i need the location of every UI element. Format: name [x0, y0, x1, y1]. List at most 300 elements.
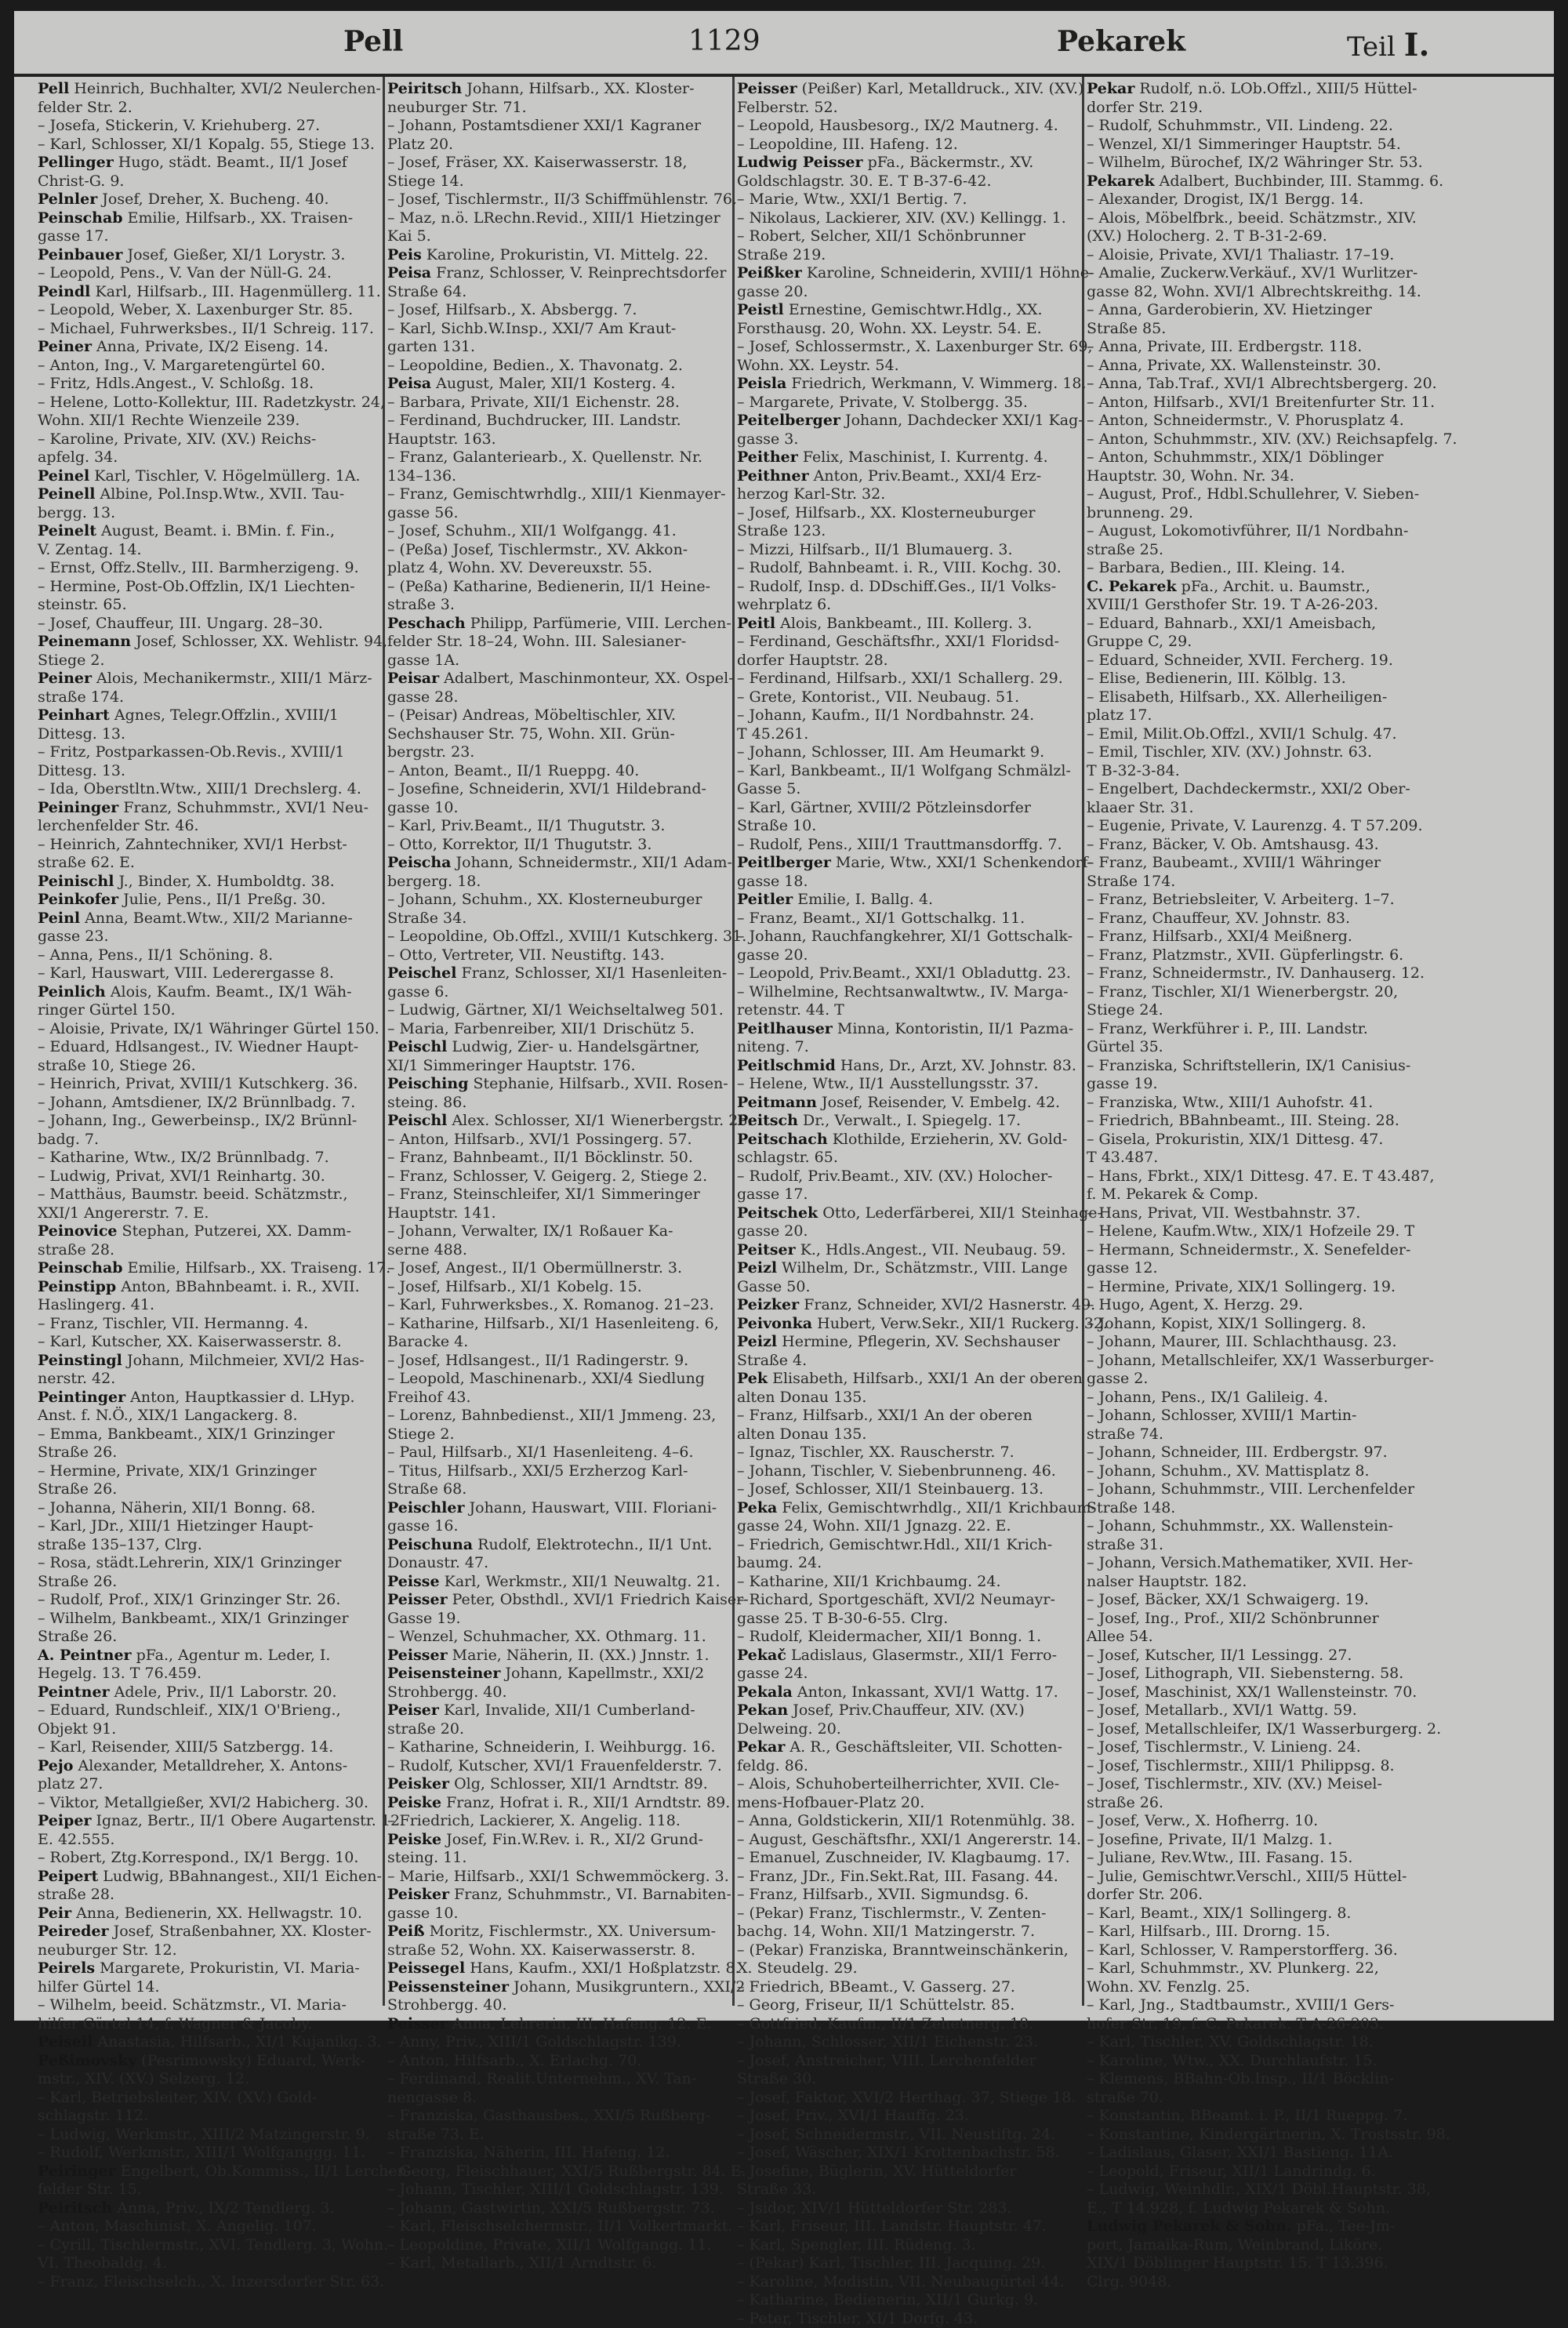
entry-surname: Peisser	[387, 1591, 448, 1608]
entry-text: – Anny, Priv., XIII/1 Goldschlagstr. 139.	[387, 2033, 681, 2050]
directory-entry	[1087, 2070, 1455, 2089]
entry-text: – Alois, Möbelfbrk., beeid. Schätzmstr., XIV.	[1087, 209, 1417, 227]
entry-text: bergstr. 23.	[387, 743, 474, 761]
directory-entry	[737, 1554, 1079, 1573]
directory-entry	[38, 1241, 379, 1260]
entry-text: Hans, Kaufm., XXI/1 Hoßplatzstr. 8.	[470, 1959, 739, 1977]
directory-entry	[38, 1296, 379, 1315]
directory-entry	[38, 615, 379, 634]
entry-text: – Josef, Hilfsarb., XI/1 Kobelg. 15.	[387, 1278, 642, 1295]
directory-entry	[737, 836, 1079, 855]
directory-entry	[737, 2310, 1079, 2328]
entry-text: Christ-G. 9.	[38, 173, 124, 190]
directory-entry	[737, 1352, 1079, 1371]
directory-entry	[1087, 1112, 1455, 1131]
entry-text: nalser Hauptstr. 182.	[1087, 1573, 1247, 1590]
entry-text: – Anna, Pens., II/1 Schöning. 8.	[38, 946, 273, 964]
entry-text: Karoline, Prokuristin, VI. Mittelg. 22.	[426, 246, 709, 263]
directory-entry	[737, 1370, 1079, 1389]
entry-text: Agnes, Telegr.Offzlin., XVIII/1	[114, 706, 339, 724]
entry-text: Straße 148.	[1087, 1499, 1175, 1516]
directory-entry	[387, 2089, 729, 2108]
entry-text: – Julie, Gemischtwr.Verschl., XIII/5 Hüttel-	[1087, 1868, 1406, 1885]
entry-text: – Hermine, Private, XIX/1 Grinzinger	[38, 1462, 317, 1480]
directory-entry	[737, 2070, 1079, 2089]
directory-entry	[737, 1794, 1079, 1813]
directory-entry	[1087, 1075, 1455, 1094]
entry-text: – Richard, Sportgeschäft, XVI/2 Neumayr-	[737, 1591, 1055, 1608]
directory-entry	[1087, 1628, 1455, 1647]
directory-entry	[387, 1683, 729, 1702]
entry-text: – Anna, Private, XX. Wallensteinstr. 30.	[1087, 357, 1381, 374]
directory-entry	[38, 338, 379, 357]
entry-text: Marie, Wtw., XXI/1 Schenkendorf-	[836, 854, 1092, 871]
directory-entry	[38, 1794, 379, 1813]
directory-entry	[1087, 467, 1455, 486]
entry-text: straße 28.	[38, 1886, 114, 1903]
entry-surname: Peßimovsky	[38, 2052, 136, 2069]
directory-entry	[737, 928, 1079, 946]
directory-entry	[387, 246, 729, 265]
directory-entry	[737, 467, 1079, 486]
directory-entry	[38, 1923, 379, 1941]
entry-text: – Wilhelm, beeid. Schätzmstr., VI. Maria-	[38, 1996, 347, 2014]
directory-entry	[387, 504, 729, 523]
entry-text: Ladislaus, Glasermstr., XII/1 Ferro-	[791, 1647, 1057, 1664]
entry-text: – Franz, Hilfsarb., XXI/4 Meißnerg.	[1087, 928, 1352, 945]
directory-entry	[387, 1499, 729, 1518]
entry-text: – Amalie, Zuckerw.Verkäuf., XV/1 Wurlitzer-	[1087, 264, 1417, 281]
directory-entry	[387, 117, 729, 136]
entry-text: – Johanna, Näherin, XII/1 Bonng. 68.	[38, 1499, 315, 1516]
entry-text: – Leopold, Weber, X. Laxenburger Str. 85.	[38, 301, 353, 318]
directory-entry	[38, 652, 379, 670]
entry-text: Stiege 14.	[387, 173, 464, 190]
entry-text: Dittesg. 13.	[38, 725, 125, 743]
directory-entry	[737, 1996, 1079, 2015]
entry-text: ringer Gürtel 150.	[38, 1001, 176, 1019]
entry-surname: Pekar	[1087, 80, 1134, 97]
directory-entry	[38, 780, 379, 799]
directory-entry	[38, 1959, 379, 1978]
directory-entry	[387, 2236, 729, 2255]
entry-text: VI. Theobaldg. 4.	[38, 2254, 167, 2272]
entry-surname: Peisa	[387, 264, 431, 281]
directory-entry	[1087, 283, 1455, 302]
entry-text: gasse 24.	[737, 1665, 808, 1682]
directory-entry	[737, 1702, 1079, 1720]
entry-text: Straße 219.	[737, 246, 826, 263]
directory-entry	[38, 2052, 379, 2071]
entry-surname: Peissegel	[387, 1959, 465, 1977]
entry-text: – Franz, Gemischtwrhdlg., XIII/1 Kienmayer-	[387, 485, 726, 503]
directory-entry	[38, 1757, 379, 1776]
directory-entry	[387, 1444, 729, 1462]
entry-text: serne 488.	[387, 1241, 467, 1258]
directory-entry	[737, 854, 1079, 873]
entry-text: – (Pekar) Franz, Tischlermstr., V. Zenten-	[737, 1905, 1046, 1922]
directory-entry	[387, 485, 729, 504]
directory-entry	[387, 1628, 729, 1647]
directory-entry	[1087, 430, 1455, 449]
entry-text: baumg. 24.	[737, 1554, 822, 1571]
entry-text: gasse 16.	[387, 1517, 459, 1534]
directory-entry	[387, 2217, 729, 2236]
entry-text: alten Donau 135.	[737, 1389, 866, 1406]
entry-text: – Karl, Kutscher, XX. Kaiserwasserstr. 8.	[38, 1333, 342, 1350]
directory-entry	[737, 1683, 1079, 1702]
directory-entry	[38, 357, 379, 376]
directory-column-1	[38, 80, 379, 2001]
entry-text: – Ferdinand, Realit.Unternehm., XV. Tan-	[387, 2070, 696, 2087]
entry-text: Karl, Invalide, XII/1 Cumberland-	[444, 1702, 695, 1719]
directory-entry	[38, 1978, 379, 1997]
directory-entry	[38, 1610, 379, 1629]
directory-entry	[387, 1868, 729, 1887]
entry-text: Emilie, Hilfsarb., XX. Traiseng. 17.	[128, 1259, 391, 1277]
column-divider	[732, 77, 735, 2006]
directory-entry	[387, 1775, 729, 1794]
directory-entry	[737, 946, 1079, 965]
entry-surname: Peireder	[38, 1923, 109, 1940]
entry-text: – Lorenz, Bahnbedienst., XII/1 Jmmeng. 23,	[387, 1407, 716, 1424]
entry-text: – Anton, Hilfsarb., X. Erlachg. 70.	[387, 2052, 641, 2069]
directory-entry	[387, 1057, 729, 1076]
entry-text: – Ignaz, Tischler, XX. Rauscherstr. 7.	[737, 1444, 1014, 1461]
directory-entry	[1087, 964, 1455, 983]
entry-text: – Karl, Schlosser, XI/1 Kopalg. 55, Stiege 13.	[38, 136, 375, 153]
directory-entry	[1087, 173, 1455, 191]
entry-text: – Helene, Wtw., II/1 Ausstellungsstr. 37.	[737, 1075, 1039, 1092]
directory-entry	[38, 725, 379, 744]
directory-entry	[737, 652, 1079, 670]
entry-text: – Georg, Friseur, II/1 Schüttelstr. 85.	[737, 1996, 1014, 2014]
entry-text: – Cyrill, Tischlermstr., XVI. Tendlerg. 3, Wohn.	[38, 2236, 388, 2254]
directory-entry	[1087, 209, 1455, 228]
entry-text: – Johann, Schuhm., XV. Mattisplatz 8.	[1087, 1462, 1369, 1480]
directory-entry	[1087, 1831, 1455, 1850]
directory-entry	[1087, 1647, 1455, 1665]
entry-text: – Johann, Kopist, XIX/1 Sollingerg. 8.	[1087, 1315, 1366, 1332]
entry-text: Gürtel 35.	[1087, 1038, 1163, 1055]
directory-entry	[737, 706, 1079, 725]
directory-entry	[387, 2070, 729, 2089]
directory-entry	[38, 946, 379, 965]
entry-text: – Aloisie, Private, XVI/1 Thaliastr. 17–19.	[1087, 246, 1394, 263]
entry-text: – Ernst, Offz.Stellv., III. Barmherzigeng. 9.	[38, 559, 359, 576]
entry-text: – Karl, Spengler, III. Rüdeng. 3.	[737, 2236, 976, 2254]
directory-entry	[1087, 99, 1455, 118]
directory-entry	[737, 2199, 1079, 2218]
entry-surname: Peisser	[387, 1647, 448, 1664]
directory-entry	[387, 154, 729, 173]
entry-text: Olg, Schlosser, XII/1 Arndtstr. 89.	[454, 1775, 708, 1792]
directory-entry	[38, 2089, 379, 2108]
entry-text: – Franz, Schneidermstr., IV. Danhauserg. 12.	[1087, 964, 1425, 982]
directory-entry	[387, 1996, 729, 2015]
directory-entry	[1087, 2163, 1455, 2181]
entry-text: gasse 10.	[387, 1905, 459, 1922]
entry-text: – Josef, Priv., XVI/1 Hauffg. 23.	[737, 2107, 969, 2124]
directory-entry	[38, 1554, 379, 1573]
directory-entry	[737, 191, 1079, 209]
directory-entry	[1087, 1517, 1455, 1536]
entry-text: gasse 2.	[1087, 1370, 1148, 1387]
entry-surname: Pelnler	[38, 191, 97, 208]
entry-text: K., Hdls.Angest., VII. Neubaug. 59.	[800, 1241, 1066, 1258]
entry-text: straße 10, Stiege 26.	[38, 1057, 196, 1074]
entry-text: klaaer Str. 31.	[1087, 799, 1194, 816]
directory-entry	[38, 1720, 379, 1739]
directory-entry	[387, 596, 729, 615]
directory-entry	[387, 1168, 729, 1186]
directory-entry	[1087, 836, 1455, 855]
directory-entry	[387, 338, 729, 357]
directory-entry	[1087, 1389, 1455, 1407]
directory-entry	[38, 670, 379, 688]
part-label-text: Teil	[1347, 31, 1396, 63]
directory-entry	[387, 854, 729, 873]
directory-entry	[38, 209, 379, 228]
directory-entry	[387, 1812, 729, 1831]
entry-text: – Wenzel, Schuhmacher, XX. Othmarg. 11.	[387, 1628, 706, 1645]
directory-entry	[387, 449, 729, 467]
directory-entry	[1087, 1720, 1455, 1739]
directory-entry	[737, 1923, 1079, 1941]
directory-entry	[38, 1536, 379, 1555]
directory-entry	[1087, 1204, 1455, 1223]
entry-text: Anna, Priv., IX/2 Tendlerg. 3.	[117, 2199, 334, 2217]
directory-entry	[1087, 2144, 1455, 2163]
directory-entry	[1087, 394, 1455, 412]
directory-entry	[38, 1591, 379, 1610]
directory-entry	[737, 430, 1079, 449]
entry-text: Friedrich, Werkmann, V. Wimmerg. 18.	[791, 375, 1086, 392]
directory-entry	[1087, 227, 1455, 246]
entry-text: platz 27.	[38, 1775, 103, 1792]
entry-text: – Alois, Schuhoberteilherrichter, XVII. Cle-	[737, 1775, 1059, 1792]
directory-entry	[38, 227, 379, 246]
directory-entry	[1087, 2273, 1455, 2292]
directory-entry	[387, 1554, 729, 1573]
directory-entry	[737, 615, 1079, 634]
entry-surname: Peinell	[38, 485, 95, 503]
directory-entry	[1087, 891, 1455, 910]
directory-entry	[737, 1001, 1079, 1020]
entry-surname: Peischel	[387, 964, 456, 982]
directory-entry	[737, 1480, 1079, 1499]
directory-entry	[387, 780, 729, 799]
entry-text: felder Str. 2.	[38, 99, 132, 116]
entry-text: Alois, Bankbeamt., III. Kollerg. 3.	[780, 615, 1032, 632]
entry-text: – Ferdinand, Hilfsarb., XXI/1 Schallerg. 29.	[737, 670, 1063, 687]
directory-entry	[737, 485, 1079, 504]
entry-text: – Josefine, Büglerin, XV. Hütteldorfer	[737, 2163, 1016, 2180]
entry-text: – Heinrich, Privat, XVIII/1 Kutschkerg. 36.	[38, 1075, 358, 1092]
entry-text: – Josef, Schlossermstr., X. Laxenburger Str. 69,	[737, 338, 1092, 355]
directory-entry	[737, 2052, 1079, 2071]
entry-surname: Pejo	[38, 1757, 73, 1774]
entry-text: Hubert, Verw.Sekr., XII/1 Ruckerg. 32.	[817, 1315, 1108, 1332]
entry-surname: Peiske	[387, 1794, 441, 1811]
directory-entry	[737, 449, 1079, 467]
directory-entry	[737, 1168, 1079, 1186]
entry-text: – Katharine, XII/1 Krichbaumg. 24.	[737, 1573, 1000, 1590]
entry-surname: Pekala	[737, 1683, 793, 1701]
directory-entry	[737, 1849, 1079, 1868]
entry-text: Straße 85.	[1087, 320, 1166, 337]
entry-text: – Gisela, Prokuristin, XIX/1 Dittesg. 47.	[1087, 1131, 1383, 1148]
entry-text: Felix, Maschinist, I. Kurrentg. 4.	[803, 449, 1048, 466]
directory-entry	[737, 246, 1079, 265]
entry-text: gasse 6.	[387, 983, 448, 1001]
entry-surname: Ludwig Peisser	[737, 154, 863, 171]
entry-text: mens-Hofbauer-Platz 20.	[737, 1794, 924, 1811]
directory-entry	[38, 1444, 379, 1462]
entry-text: – Franz, Beamt., XI/1 Gottschalkg. 11.	[737, 910, 1025, 927]
entry-text: – Franz, Fleischselch., X. Inzersdorfer Str. 63.	[38, 2273, 384, 2290]
entry-text: – Anna, Private, III. Erdbergstr. 118.	[1087, 338, 1362, 355]
entry-surname: Peinstipp	[38, 1278, 116, 1295]
entry-text: felder Str. 18–24, Wohn. III. Salesianer-	[387, 633, 686, 650]
entry-text: gasse 24, Wohn. XII/1 Jgnazg. 22. E.	[737, 1517, 1011, 1534]
entry-text: f. M. Pekarek & Comp.	[1087, 1186, 1258, 1203]
entry-text: – Josef, Bäcker, XX/1 Schwaigerg. 19.	[1087, 1591, 1369, 1608]
entry-surname: Peinhart	[38, 706, 110, 724]
directory-entry	[1087, 1186, 1455, 1204]
entry-text: Josef, Fin.W.Rev. i. R., XI/2 Grund-	[446, 1831, 703, 1848]
directory-entry	[737, 1020, 1079, 1039]
directory-entry	[38, 541, 379, 560]
entry-text: – Helene, Kaufm.Wtw., XIX/1 Hofzeile 29. T	[1087, 1222, 1414, 1240]
directory-entry	[387, 928, 729, 946]
directory-entry	[737, 1315, 1079, 1334]
entry-text: (Peißer) Karl, Metalldruck., XIV. (XV.)	[802, 80, 1084, 97]
column-divider	[1082, 77, 1084, 2006]
directory-entry	[737, 1389, 1079, 1407]
directory-entry	[38, 1905, 379, 1923]
entry-text: straße 20.	[387, 1720, 464, 1738]
directory-entry	[387, 2163, 729, 2181]
entry-text: – Josef, Chauffeur, III. Ungarg. 28–30.	[38, 615, 323, 632]
entry-surname: Peiritsch	[387, 80, 462, 97]
directory-entry	[387, 1352, 729, 1371]
entry-text: – Anna, Tab.Traf., XVI/1 Albrechtsbergerg. 20.	[1087, 375, 1437, 392]
directory-entry	[38, 1370, 379, 1389]
directory-entry	[38, 964, 379, 983]
directory-entry	[1087, 1996, 1455, 2015]
entry-text: – Karl, Priv.Beamt., II/1 Thugutstr. 3.	[387, 817, 665, 834]
entry-text: Hermine, Pflegerin, XV. Sechshauser	[782, 1333, 1060, 1350]
entry-text: straße 26.	[1087, 1794, 1163, 1811]
entry-text: schlagstr. 112.	[38, 2107, 148, 2124]
entry-text: T 45.261.	[737, 725, 808, 743]
entry-surname: C. Pekarek	[1087, 578, 1177, 595]
entry-text: Haslingerg. 41.	[38, 1296, 154, 1313]
directory-entry	[737, 1905, 1079, 1923]
entry-text: Anst. f. N.Ö., XIX/1 Langackerg. 8.	[38, 1407, 298, 1424]
entry-text: straße 52, Wohn. XX. Kaiserwasserstr. 8.	[387, 1941, 695, 1959]
directory-entry	[737, 799, 1079, 818]
entry-surname: Peitser	[737, 1241, 796, 1258]
entry-surname: Peitl	[737, 615, 775, 632]
entry-surname: Peinkofer	[38, 891, 118, 908]
entry-text: – (Pekar) Karl, Tischler, III. Jacquing. 29.	[737, 2254, 1045, 2272]
directory-entry	[737, 2015, 1079, 2034]
entry-text: August, Maler, XII/1 Kosterg. 4.	[436, 375, 675, 392]
entry-text: Ignaz, Bertr., II/1 Obere Augartenstr. 12.	[96, 1812, 405, 1829]
directory-entry	[1087, 1941, 1455, 1960]
entry-text: gasse 3.	[737, 430, 798, 448]
entry-surname: Peisker	[387, 1775, 449, 1792]
entry-text: – Franziska, Näherin, III. Hafeng. 12.	[387, 2144, 670, 2161]
entry-text: – Karl, Metallarb., XII/1 Arndtstr. 6.	[387, 2254, 656, 2272]
directory-entry	[38, 136, 379, 154]
entry-text: – Helene, Lotto-Kollektur, III. Radetzkystr. 24,	[38, 394, 385, 411]
directory-entry	[387, 1425, 729, 1444]
entry-text: – Franz, Hilfsarb., XXI/1 An der oberen	[737, 1407, 1033, 1424]
directory-entry	[1087, 1131, 1455, 1149]
entry-text: Wilhelm, Dr., Schätzmstr., VIII. Lange	[782, 1259, 1068, 1277]
directory-entry	[737, 762, 1079, 781]
entry-text: – Titus, Hilfsarb., XXI/5 Erzherzog Karl-	[387, 1462, 688, 1480]
directory-entry	[387, 670, 729, 688]
entry-text: straße 25.	[1087, 541, 1163, 558]
directory-entry	[1087, 1499, 1455, 1518]
entry-text: straße 62. E.	[38, 854, 135, 871]
entry-surname: Peischl	[387, 1112, 447, 1129]
entry-text: Goldschlagstr. 30. E. T B-37-6-42.	[737, 173, 991, 190]
directory-entry	[38, 2070, 379, 2089]
entry-text: Johann, Schneidermstr., XII/1 Adam-	[456, 854, 732, 871]
directory-entry	[387, 375, 729, 394]
directory-entry	[737, 1665, 1079, 1683]
directory-entry	[38, 854, 379, 873]
entry-text: – Karl, Tischler, XV. Goldschlagstr. 18.	[1087, 2033, 1374, 2050]
directory-entry	[38, 928, 379, 946]
entry-text: – Josefine, Private, II/1 Malzg. 1.	[1087, 1831, 1333, 1848]
directory-entry	[1087, 1868, 1455, 1887]
entry-text: Wohn. XV. Fenzlg. 25.	[1087, 1978, 1250, 1996]
entry-text: Karl, Tischler, V. Högelmüllerg. 1A.	[94, 467, 360, 485]
directory-entry	[387, 1204, 729, 1223]
entry-text: gasse 82, Wohn. XVI/1 Albrechtskreithg. 14.	[1087, 283, 1421, 300]
directory-entry	[387, 320, 729, 339]
directory-entry	[38, 1389, 379, 1407]
directory-entry	[1087, 983, 1455, 1002]
directory-entry	[38, 2126, 379, 2145]
directory-entry	[1087, 2015, 1455, 2034]
directory-entry	[1087, 725, 1455, 744]
entry-text: – Franz, Betriebsleiter, V. Arbeiterg. 1–7.	[1087, 891, 1395, 908]
directory-entry	[1087, 2052, 1455, 2071]
directory-entry	[1087, 2199, 1455, 2218]
entry-text: – Karl, Hilfsarb., III. Drorng. 15.	[1087, 1923, 1330, 1940]
directory-entry	[1087, 1222, 1455, 1241]
entry-text: Margarete, Prokuristin, VI. Maria-	[100, 1959, 360, 1977]
entry-text: – Leopold, Maschinenarb., XXI/4 Siedlung	[387, 1370, 705, 1387]
directory-entry	[1087, 1038, 1455, 1057]
directory-entry	[1087, 504, 1455, 523]
directory-entry	[387, 1020, 729, 1039]
entry-text: – Aloisie, Private, IX/1 Währinger Gürtel 150.	[38, 1020, 379, 1037]
directory-entry	[1087, 1149, 1455, 1168]
entry-text: Emilie, Hilfsarb., XX. Traisen-	[128, 209, 354, 227]
directory-entry	[1087, 1573, 1455, 1592]
directory-entry	[737, 394, 1079, 412]
entry-text: Dittesg. 13.	[38, 762, 125, 779]
entry-surname: Peitschek	[737, 1204, 818, 1222]
